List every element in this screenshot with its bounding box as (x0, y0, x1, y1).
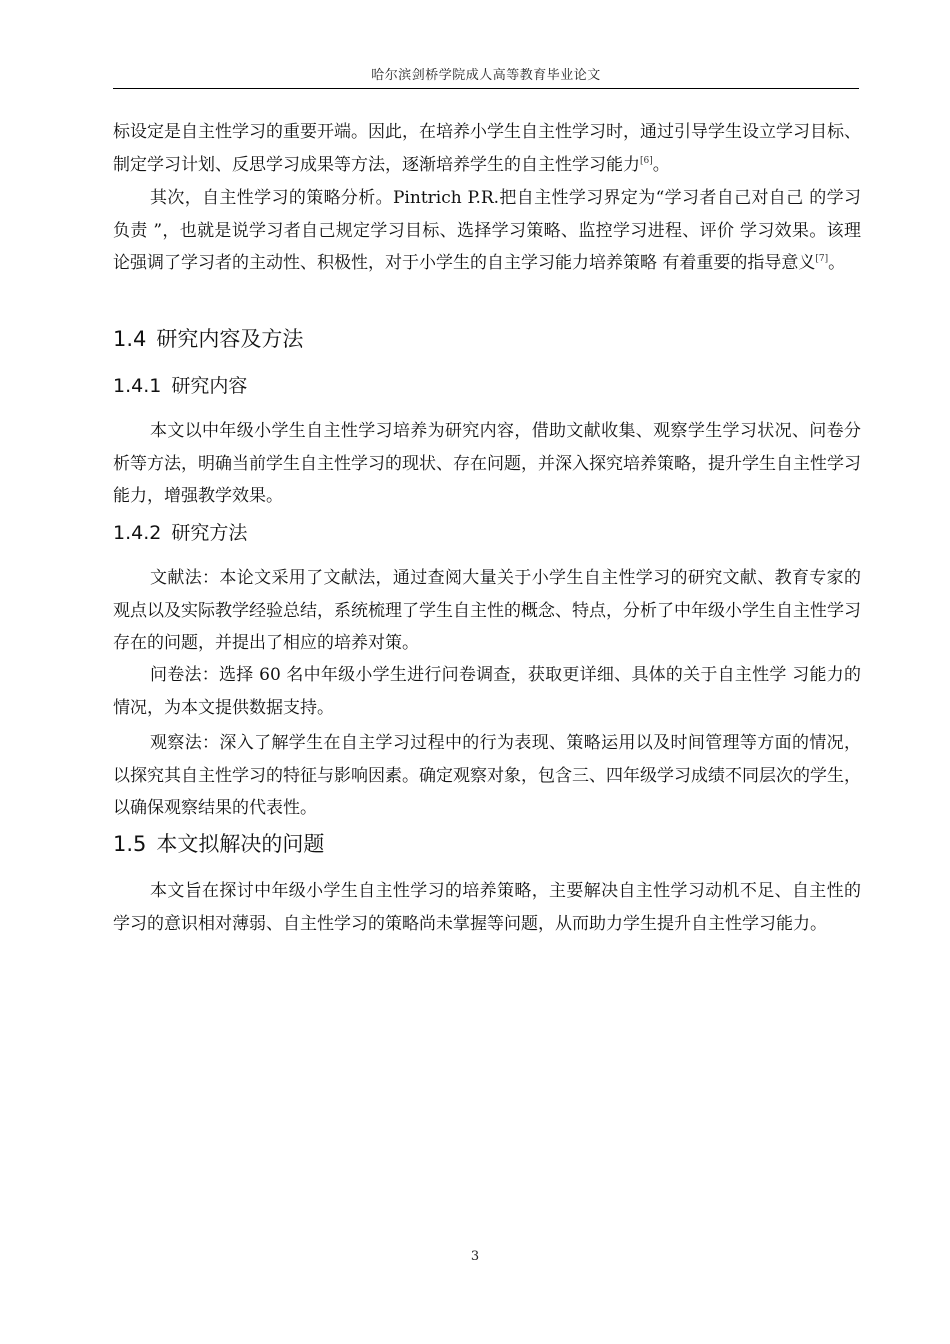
section-number: 1.4.1 (113, 375, 162, 397)
paragraph-end: 。 (652, 154, 670, 175)
page-number: 3 (470, 1249, 480, 1264)
citation-ref: [6] (640, 155, 653, 166)
section-title: 本文拟解决的问题 (156, 832, 325, 856)
paragraph-problems-to-solve: 本文旨在探讨中年级小学生自主性学习的培养策略，主要解决自主性学习动机不足、自主性的学习的意识相对薄弱、自主性学习的策略尚未掌握等问题，从而助力学生提升自主性学习能力。 (113, 881, 861, 934)
section-title: 研究内容 (171, 375, 248, 397)
paragraph-strategy-analysis (113, 182, 861, 280)
paragraph-text: 标设定是自主性学习的重要开端。因此，在培养小学生自主性学习时，通过引导学生设立学习目标、制定学习计划、反思学习成果等方法，逐渐培养学生的自主性学习能力 (113, 122, 861, 175)
paragraph-literature-method: 文献法：本论文采用了文献法，通过查阅大量关于小学生自主性学习的研究文献、教育专家的观点以及实际教学经验总结，系统梳理了学生自主性的概念、特点，分析了中年级小学生自主性学习存在的问题，并提出了相应的培养对策。 (113, 568, 861, 654)
section-number: 1.4.2 (113, 522, 162, 544)
section-heading-1-4-2 (113, 520, 247, 546)
paragraph-goal-setting (113, 116, 861, 181)
section-heading-1-4-1 (113, 373, 247, 399)
citation-ref: [7] (815, 254, 829, 265)
section-heading-1-4 (113, 325, 303, 353)
paragraph-end: 。 (828, 253, 846, 274)
paragraph-observation-method: 观察法：深入了解学生在自主学习过程中的行为表现、策略运用以及时间管理等方面的情况，以探究其自主性学习的特征与影响因素。确定观察对象，包含三、四年级学习成绩不同层次的学生，以确保观察结果的代表性。 (113, 733, 861, 819)
section-number: 1.5 (113, 832, 147, 856)
section-title: 研究方法 (171, 522, 248, 544)
running-header: 哈尔滨剑桥学院成人高等教育毕业论文 (371, 68, 601, 83)
section-heading-1-5 (113, 830, 324, 858)
section-title: 研究内容及方法 (156, 327, 304, 351)
paragraph-questionnaire-method: 问卷法：选择 60 名中年级小学生进行问卷调查，获取更详细、具体的关于自主性学 习能力的情况，为本文提供数据支持。 (113, 665, 861, 718)
paragraph-research-content: 本文以中年级小学生自主性学习培养为研究内容，借助文献收集、观察学生学习状况、问卷分析等方法，明确当前学生自主性学习的现状、存在问题，并深入探究培养策略，提升学生自主性学习能力，增强教学效果。 (113, 421, 861, 507)
paragraph-text: 其次，自主性学习的策略分析。Pintrich P.R.把自主性学习界定为“学习者自己对自己 的学习负责 ”，也就是说学习者自己规定学习目标、选择学习策略、监控学习进程、评价 学习效果。该理论强调了学习者的主动性、积极性，对于小学生的自主学习能力培养策略 有着重要的指导意义 (113, 188, 861, 274)
section-number: 1.4 (113, 327, 147, 351)
header-rule (113, 88, 859, 89)
